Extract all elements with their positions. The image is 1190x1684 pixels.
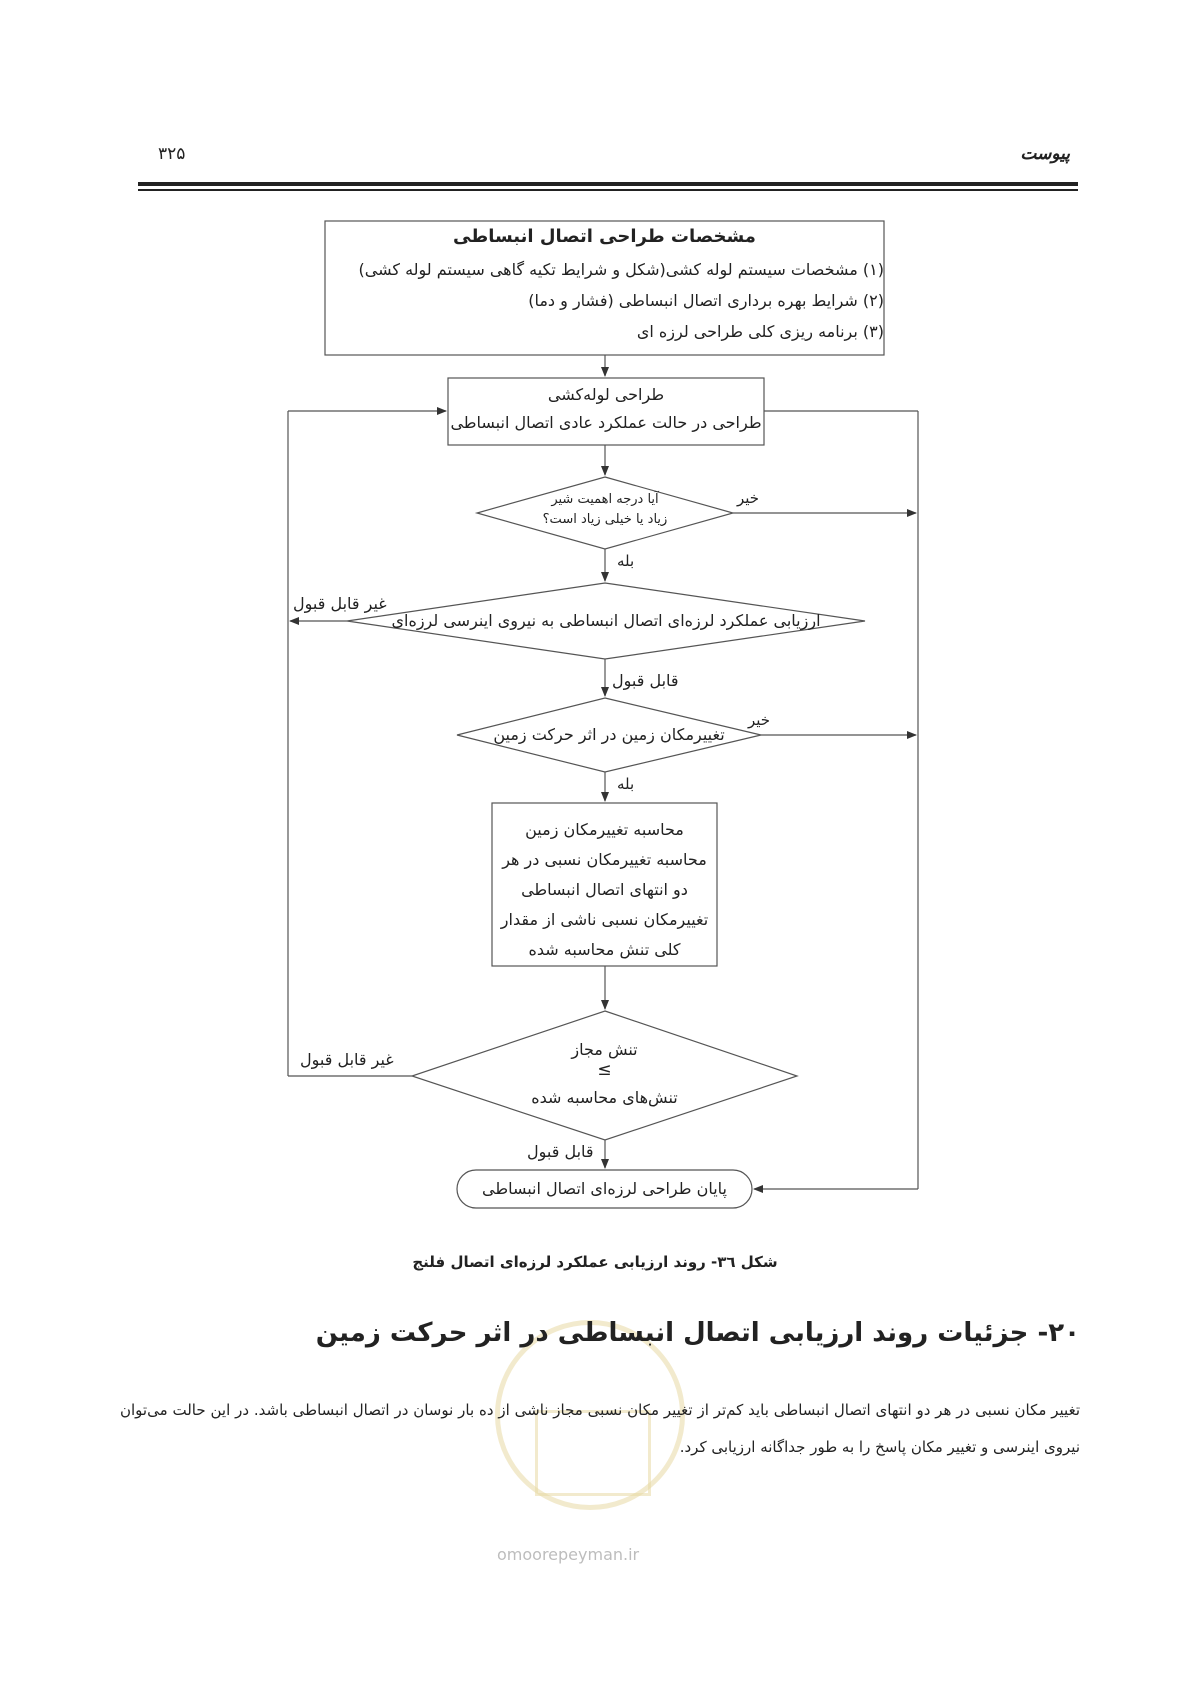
end-terminal-text: پایان طراحی لرزه‌ای اتصال انبساطی	[482, 1179, 727, 1198]
calc-line-5: کلی تنش محاسبه شده	[528, 940, 681, 959]
seismic-evaluation-text: ارزیابی عملکرد لرزه‌ای اتصال انبساطی به نیروی اینرسی لرزه‌ای	[391, 611, 821, 630]
calc-line-3: دو انتهای اتصال انبساطی	[521, 880, 688, 899]
section-label: پیوست	[1020, 144, 1070, 164]
calc-box-text	[492, 815, 717, 965]
spec-line-2: (۲) شرایط بهره برداری اتصال انبساطی (فشار و دما)	[528, 291, 884, 310]
calculated-stress-text: تنش‌های محاسبه شده	[531, 1088, 678, 1107]
figure-caption: شکل ۳٦- روند ارزیابی عملکرد لرزه‌ای اتصال فلنج	[412, 1253, 778, 1271]
piping-box-line-1: طراحی لوله‌کشی	[547, 385, 665, 404]
spec-line-3: (۳) برنامه ریزی کلی طراحی لرزه ای	[636, 322, 884, 341]
section-heading: ۲۰- جزئیات روند ارزیابی اتصال انبساطی در اثر حرکت زمین	[315, 1318, 1080, 1348]
calc-line-4: تغییرمکان نسبی ناشی از مقدار	[500, 910, 709, 929]
ground-no-label: خیر	[748, 711, 771, 729]
ground-yes-label: بله	[617, 775, 635, 793]
spec-box-title: مشخصات طراحی اتصال انبساطی	[453, 226, 756, 247]
calc-line-2: محاسبه تغییرمکان نسبی در هر	[502, 850, 707, 869]
body-paragraph: تغییر مکان نسبی در هر دو انتهای اتصال انبساطی باید کم‌تر از تغییر مکان نسبی مجاز ناشی از ده بار نوسان در اتصال انبساطی باشد. در این حالت می‌توان نیروی اینرسی و تغییر مکان پاسخ را به طور جداگانه ارزیابی کرد.	[120, 1401, 1080, 1456]
ground-displacement-text: تغییرمکان زمین در اثر حرکت زمین	[493, 725, 725, 744]
importance-no-label: خیر	[737, 489, 760, 507]
importance-yes-label: بله	[617, 552, 635, 570]
importance-question-1: آیا درجه اهمیت شیر	[551, 492, 659, 507]
stress-reject-label: غیر قابل قبول	[300, 1050, 394, 1069]
seismic-accept-label: قابل قبول	[612, 671, 679, 690]
calc-line-1: محاسبه تغییرمکان زمین	[525, 820, 684, 839]
allowable-stress-text: تنش مجاز	[571, 1040, 638, 1059]
watermark-url: omoorepeyman.ir	[497, 1545, 640, 1564]
importance-question-2: زیاد یا خیلی زیاد است؟	[542, 512, 668, 527]
seismic-reject-label: غیر قابل قبول	[293, 594, 387, 613]
comparison-symbol: ≥	[597, 1060, 612, 1080]
page-number: ۳۲۵	[158, 144, 186, 164]
stress-accept-label: قابل قبول	[527, 1142, 594, 1161]
piping-box-line-2: طراحی در حالت عملکرد عادی اتصال انبساطی	[450, 413, 762, 432]
spec-line-1: (۱) مشخصات سیستم لوله کشی(شکل و شرایط تکیه گاهی سیستم لوله کشی)	[358, 260, 884, 279]
